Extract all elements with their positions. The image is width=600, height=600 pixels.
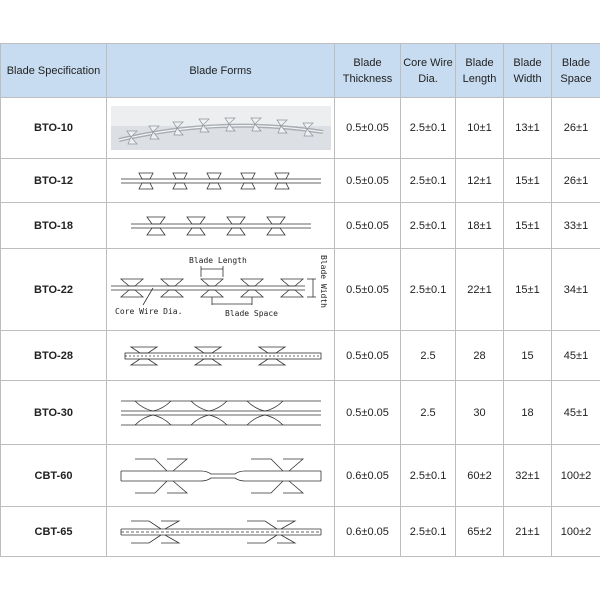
header-blade-length: Blade Length — [456, 44, 504, 98]
core-wire-cell: 2.5±0.1 — [401, 445, 456, 507]
space-cell: 26±1 — [552, 98, 600, 159]
spec-cell: BTO-30 — [1, 381, 107, 445]
table-row — [1, 98, 600, 159]
core-wire-cell: 2.5 — [401, 331, 456, 381]
space-cell: 100±2 — [552, 445, 600, 507]
table-row — [1, 507, 600, 557]
table-row — [1, 203, 600, 249]
spec-cell: BTO-10 — [1, 98, 107, 159]
blade-spec-table — [0, 43, 600, 557]
header-core-wire-dia: Core Wire Dia. — [401, 44, 456, 98]
blade-form-cell — [107, 159, 335, 203]
spec-cell: BTO-18 — [1, 203, 107, 249]
thickness-cell: 0.5±0.05 — [335, 249, 401, 331]
space-cell: 45±1 — [552, 331, 600, 381]
blade-form-cell — [107, 249, 335, 331]
bto-28-drawing — [111, 341, 331, 371]
width-cell: 13±1 — [504, 98, 552, 159]
table-row — [1, 445, 600, 507]
spec-cell: CBT-65 — [1, 507, 107, 557]
header-blade-specification: Blade Specification — [1, 44, 107, 98]
core-wire-cell: 2.5±0.1 — [401, 159, 456, 203]
core-wire-cell: 2.5±0.1 — [401, 203, 456, 249]
width-cell: 18 — [504, 381, 552, 445]
thickness-cell: 0.6±0.05 — [335, 445, 401, 507]
bto-18-drawing — [111, 211, 331, 241]
blade-form-cell — [107, 445, 335, 507]
blade-form-cell — [107, 507, 335, 557]
thickness-cell: 0.6±0.05 — [335, 507, 401, 557]
space-cell: 26±1 — [552, 159, 600, 203]
width-cell: 15±1 — [504, 249, 552, 331]
blade-space-label: Blade Space — [224, 308, 278, 318]
length-cell: 28 — [456, 331, 504, 381]
blade-form-cell — [107, 381, 335, 445]
length-cell: 12±1 — [456, 159, 504, 203]
spec-cell: BTO-28 — [1, 331, 107, 381]
length-cell: 10±1 — [456, 98, 504, 159]
width-cell: 32±1 — [504, 445, 552, 507]
thickness-cell: 0.5±0.05 — [335, 203, 401, 249]
header-blade-thickness: Blade Thickness — [335, 44, 401, 98]
header-blade-forms: Blade Forms — [107, 44, 335, 98]
blade-length-label: Blade Length — [188, 255, 247, 265]
table-row — [1, 331, 600, 381]
table-row — [1, 381, 600, 445]
space-cell: 34±1 — [552, 249, 600, 331]
table-row — [1, 249, 600, 331]
width-cell: 15 — [504, 331, 552, 381]
table-row — [1, 159, 600, 203]
blade-form-cell — [107, 203, 335, 249]
space-cell: 33±1 — [552, 203, 600, 249]
spec-cell: CBT-60 — [1, 445, 107, 507]
thickness-cell: 0.5±0.05 — [335, 159, 401, 203]
width-cell: 15±1 — [504, 159, 552, 203]
spec-cell: BTO-22 — [1, 249, 107, 331]
thickness-cell: 0.5±0.05 — [335, 331, 401, 381]
blade-form-cell — [107, 331, 335, 381]
bto-30-drawing — [111, 391, 331, 435]
length-cell: 18±1 — [456, 203, 504, 249]
space-cell: 45±1 — [552, 381, 600, 445]
blade-width-label: Blade Width — [318, 254, 328, 308]
core-wire-cell: 2.5 — [401, 381, 456, 445]
core-wire-cell: 2.5±0.1 — [401, 249, 456, 331]
length-cell: 30 — [456, 381, 504, 445]
space-cell: 100±2 — [552, 507, 600, 557]
thickness-cell: 0.5±0.05 — [335, 98, 401, 159]
length-cell: 60±2 — [456, 445, 504, 507]
bto-10-photo — [111, 106, 331, 150]
cbt-60-drawing — [111, 451, 331, 501]
header-row — [1, 44, 600, 98]
spec-cell: BTO-12 — [1, 159, 107, 203]
header-blade-width: Blade Width — [504, 44, 552, 98]
core-wire-label: Core Wire Dia. — [114, 306, 182, 316]
length-cell: 22±1 — [456, 249, 504, 331]
blade-form-cell — [107, 98, 335, 159]
length-cell: 65±2 — [456, 507, 504, 557]
bto-12-drawing — [111, 166, 331, 196]
width-cell: 21±1 — [504, 507, 552, 557]
thickness-cell: 0.5±0.05 — [335, 381, 401, 445]
width-cell: 15±1 — [504, 203, 552, 249]
bto-22-diagram — [109, 253, 333, 327]
core-wire-cell: 2.5±0.1 — [401, 98, 456, 159]
header-blade-space: Blade Space — [552, 44, 600, 98]
cbt-65-drawing — [111, 514, 331, 550]
core-wire-cell: 2.5±0.1 — [401, 507, 456, 557]
